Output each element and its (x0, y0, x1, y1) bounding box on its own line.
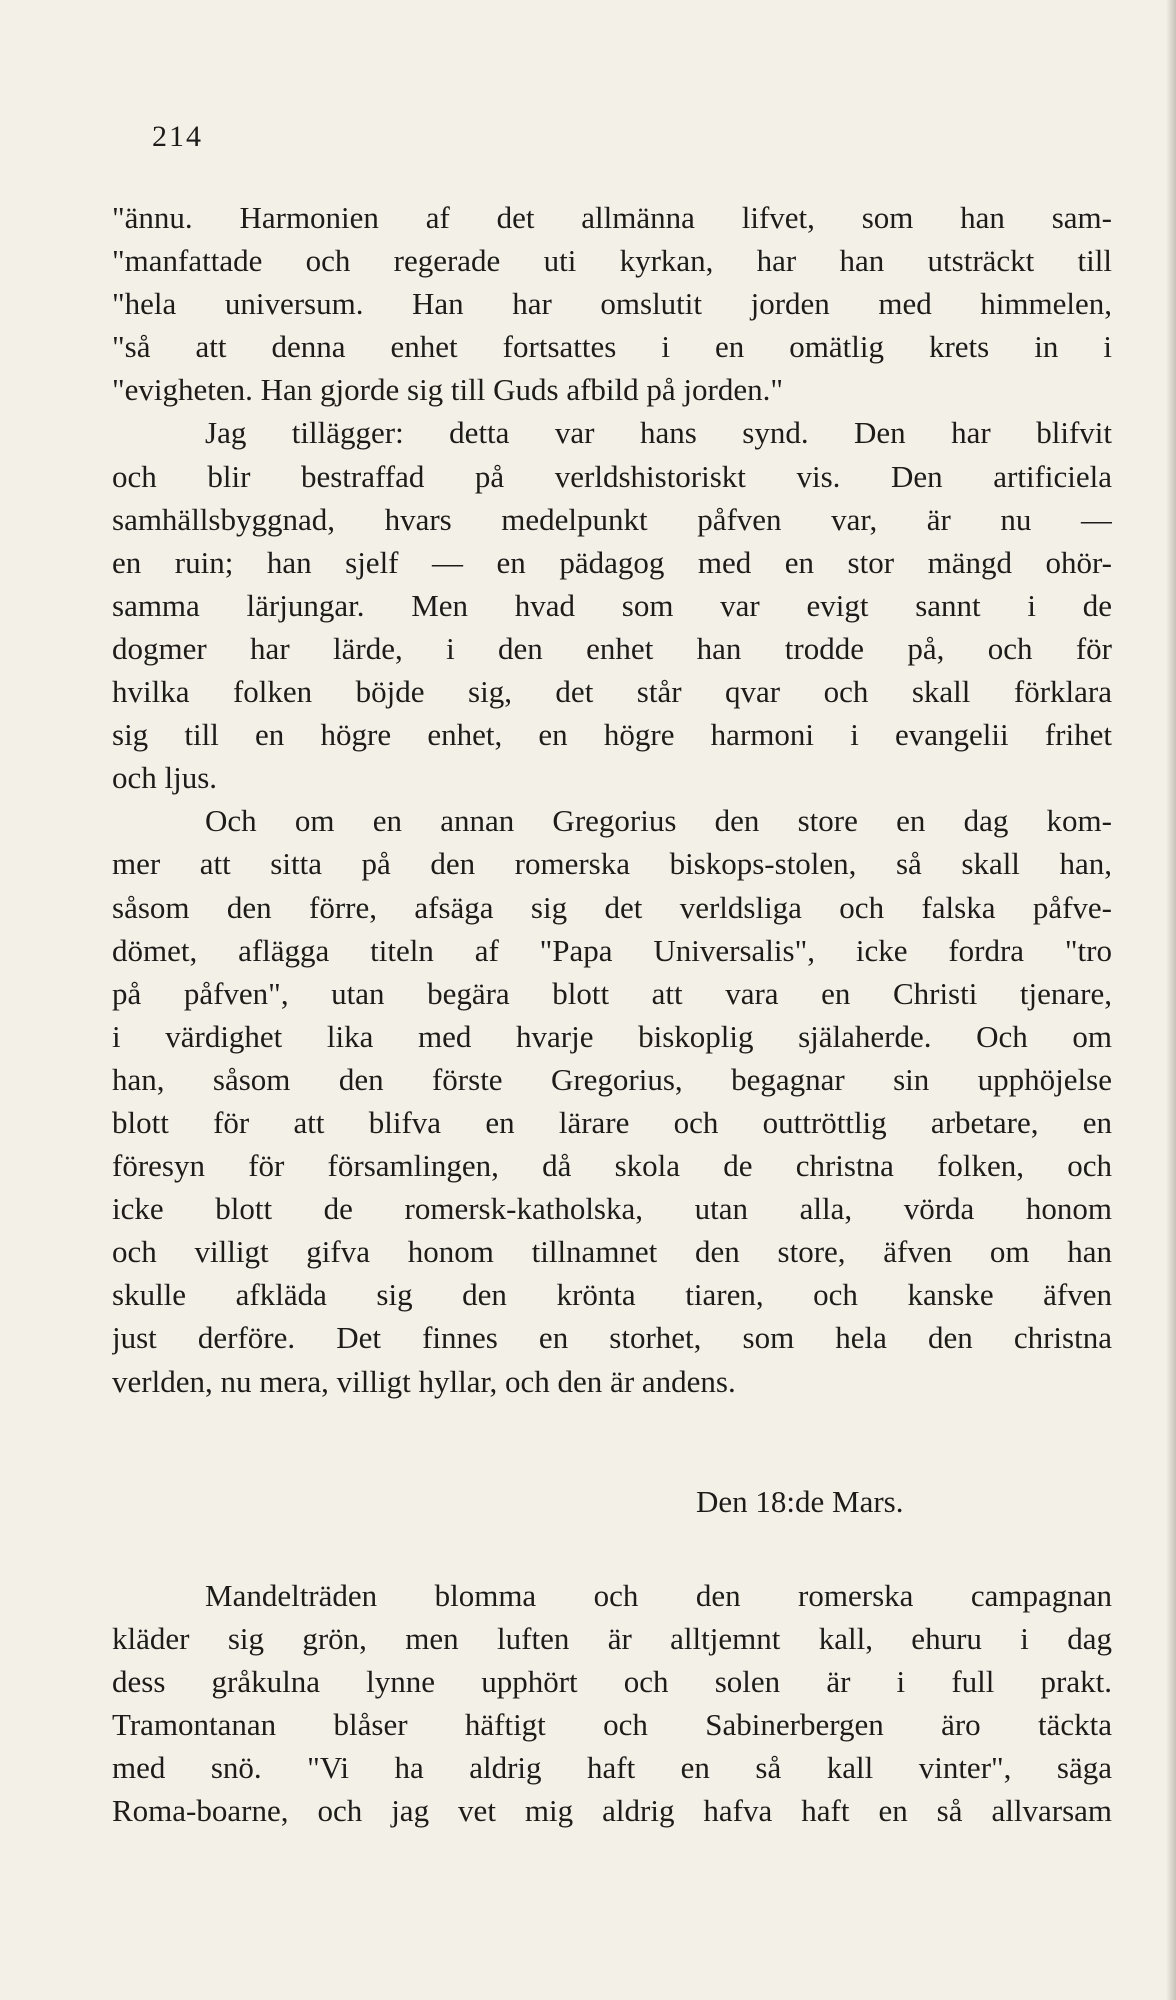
text-line: föresyn för församlingen, då skola de christna folken, och (112, 1148, 1112, 1184)
page-edge-shadow (1166, 0, 1176, 2000)
post-date-text (112, 1574, 1112, 1833)
text-line: samhällsbyggnad, hvars medelpunkt påfven var, är nu — (112, 501, 1112, 537)
text-line: dogmer har lärde, i den enhet han trodde på, och för (112, 630, 1112, 666)
text-line: en ruin; han sjelf — en pädagog med en stor mängd ohör- (112, 544, 1112, 580)
text-line: och ljus. (112, 760, 218, 796)
text-line: "så att denna enhet fortsattes i en omätlig krets in i (112, 329, 1112, 365)
text-line: blott för att blifva en lärare och outtröttlig arbetare, en (112, 1104, 1112, 1140)
text-line: just derföre. Det finnes en storhet, som hela den christna (112, 1320, 1112, 1356)
text-line: skulle afkläda sig den krönta tiaren, och kanske äfven (112, 1277, 1112, 1313)
text-line: kläder sig grön, men luften är alltjemnt kall, ehuru i dag (112, 1621, 1112, 1657)
text-line: dömet, aflägga titeln af "Papa Universalis", icke fordra "tro (112, 932, 1112, 968)
text-line: och villigt gifva honom tillnamnet den store, äfven om han (112, 1234, 1112, 1270)
text-line: och blir bestraffad på verldshistoriskt vis. Den artificiela (112, 458, 1112, 494)
text-line: med snö. "Vi ha aldrig haft en så kall vinter", säga (112, 1750, 1112, 1786)
date-heading: Den 18:de Mars. (696, 1484, 904, 1519)
text-line: hvilka folken böjde sig, det står qvar och skall förklara (112, 674, 1112, 710)
text-line: i värdighet lika med hvarje biskoplig själaherde. Och om (112, 1018, 1112, 1054)
text-line: Roma-boarne, och jag vet mig aldrig hafva haft en så allvarsam (112, 1793, 1112, 1829)
text-line: han, såsom den förste Gregorius, begagnar sin upphöjelse (112, 1061, 1112, 1097)
text-line: mer att sitta på den romerska biskops-stolen, så skall han, (112, 846, 1112, 882)
text-line: "manfattade och regerade uti kyrkan, har han utsträckt till (112, 243, 1112, 279)
text-line: "hela universum. Han har omslutit jorden med himmelen, (112, 286, 1112, 322)
text-line: "ännu. Harmonien af det allmänna lifvet, som han sam- (112, 200, 1112, 235)
text-line: Och om en annan Gregorius den store en dag kom- (205, 803, 1112, 839)
main-text (112, 196, 1112, 1403)
text-line: på påfven", utan begära blott att vara en Christi tjenare, (112, 975, 1112, 1011)
text-line: "evigheten. Han gjorde sig till Guds afbild på jorden." (112, 372, 783, 408)
text-line: såsom den förre, afsäga sig det verldsliga och falska påfve- (112, 889, 1112, 925)
page-number: 214 (152, 120, 203, 153)
text-line: samma lärjungar. Men hvad som var evigt sannt i de (112, 587, 1112, 623)
text-line: dess gråkulna lynne upphört och solen är i full prakt. (112, 1664, 1112, 1700)
text-line: verlden, nu mera, villigt hyllar, och den är andens. (112, 1363, 736, 1399)
text-line: Jag tillägger: detta var hans synd. Den har blifvit (205, 415, 1112, 451)
text-line: icke blott de romersk-katholska, utan alla, vörda honom (112, 1191, 1112, 1227)
text-line: sig till en högre enhet, en högre harmoni i evangelii frihet (112, 717, 1112, 753)
text-line: Tramontanan blåser häftigt och Sabinerbergen äro täckta (112, 1707, 1112, 1743)
text-line: Mandelträden blomma och den romerska campagnan (205, 1578, 1112, 1613)
